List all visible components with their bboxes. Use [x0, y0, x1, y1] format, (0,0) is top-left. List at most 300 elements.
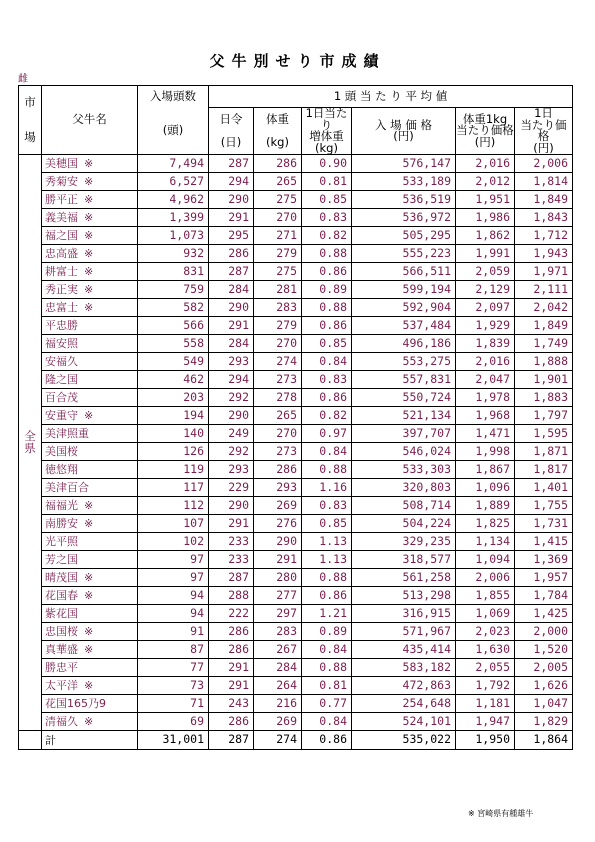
head-count-unit: (頭) [138, 108, 209, 155]
age-cell: 233 [209, 551, 254, 569]
per-day-price-cell: 1,369 [515, 551, 573, 569]
per-kg-price-cell: 2,023 [456, 623, 515, 641]
table-row [19, 425, 573, 443]
price-cell: 537,484 [352, 317, 456, 335]
average-group-header: 1 頭 当 た り 平 均 値 [209, 86, 573, 108]
head-count-cell: 582 [138, 299, 209, 317]
price-cell: 536,972 [352, 209, 456, 227]
per-day-price-cell: 2,042 [515, 299, 573, 317]
head-count-cell: 77 [138, 659, 209, 677]
price-cell: 496,186 [352, 335, 456, 353]
daily-gain-cell: 1.13 [302, 551, 352, 569]
age-cell: 291 [209, 515, 254, 533]
table-row [19, 263, 573, 281]
head-count-cell: 1,073 [138, 227, 209, 245]
footnote: ※ 宮崎県有種雄牛 [468, 809, 534, 818]
sire-name: 耕富士 [45, 265, 78, 278]
price-cell: 504,224 [352, 515, 456, 533]
sire-name: 福福光 [45, 499, 78, 512]
per-day-price-cell: 1,626 [515, 677, 573, 695]
weight-cell: 275 [254, 191, 302, 209]
per-day-price-cell: 1,755 [515, 497, 573, 515]
weight-cell: 283 [254, 299, 302, 317]
age-cell: 294 [209, 371, 254, 389]
head-count-cell: 7,494 [138, 155, 209, 173]
price-cell: 397,707 [352, 425, 456, 443]
price-cell: 550,724 [352, 389, 456, 407]
weight-cell: 277 [254, 587, 302, 605]
per-kg-price-cell: 1,867 [456, 461, 515, 479]
per-day-price-cell: 1,784 [515, 587, 573, 605]
per-day-price-cell: 1,595 [515, 425, 573, 443]
weight-cell: 286 [254, 155, 302, 173]
weight-cell: 278 [254, 389, 302, 407]
per-kg-price-cell: 1,094 [456, 551, 515, 569]
daily-gain-cell: 0.85 [302, 191, 352, 209]
sire-name-cell [42, 533, 138, 551]
per-kg-price-cell: 2,055 [456, 659, 515, 677]
table-row [19, 281, 573, 299]
sire-name: 忠高盛 [45, 247, 78, 260]
table-row [19, 479, 573, 497]
per-day-price-cell: 1,829 [515, 713, 573, 731]
per-day-price-cell: 2,005 [515, 659, 573, 677]
weight-cell: 270 [254, 425, 302, 443]
per-kg-price-cell: 1,929 [456, 317, 515, 335]
prefecture-sire-mark: ※ [84, 589, 94, 602]
per-day-price-cell: 1,425 [515, 605, 573, 623]
daily-gain-cell: 1.21 [302, 605, 352, 623]
sire-name: 忠富士 [45, 301, 78, 314]
per-kg-price-header: 体重1kg 当たり価格 (円) [456, 108, 515, 155]
price-cell: 583,182 [352, 659, 456, 677]
price-cell: 571,967 [352, 623, 456, 641]
sire-name-cell [42, 407, 138, 425]
price-cell: 472,863 [352, 677, 456, 695]
per-day-price-cell: 1,814 [515, 173, 573, 191]
price-cell: 316,915 [352, 605, 456, 623]
age-cell: 286 [209, 713, 254, 731]
table-row [19, 245, 573, 263]
sex-label: 雌 [18, 74, 28, 85]
sire-name: 平忠勝 [45, 319, 78, 332]
head-count-cell: 831 [138, 263, 209, 281]
per-kg-price-cell: 1,998 [456, 443, 515, 461]
head-count-cell: 462 [138, 371, 209, 389]
table-row [19, 551, 573, 569]
table-row [19, 515, 573, 533]
weight-cell: 275 [254, 263, 302, 281]
head-count-cell: 119 [138, 461, 209, 479]
age-header: 日令 (日) [209, 108, 254, 155]
table-row [19, 623, 573, 641]
price-cell: 521,134 [352, 407, 456, 425]
sire-name: 福安照 [45, 337, 78, 350]
per-kg-price-cell: 1,096 [456, 479, 515, 497]
daily-gain-cell: 0.81 [302, 677, 352, 695]
sire-name: 美穂国 [45, 157, 78, 170]
age-cell: 284 [209, 335, 254, 353]
weight-cell: 284 [254, 659, 302, 677]
sire-name-cell [42, 713, 138, 731]
table-row [19, 227, 573, 245]
head-count-cell: 87 [138, 641, 209, 659]
per-kg-price-cell: 1,947 [456, 713, 515, 731]
total-daily-gain: 0.86 [302, 731, 352, 750]
sire-name: 安重守 [45, 409, 78, 422]
age-cell: 295 [209, 227, 254, 245]
age-cell: 290 [209, 497, 254, 515]
age-cell: 293 [209, 353, 254, 371]
sire-name: 勝平正 [45, 193, 78, 206]
table-row [19, 353, 573, 371]
per-day-price-cell: 1,401 [515, 479, 573, 497]
per-day-price-cell: 2,000 [515, 623, 573, 641]
weight-cell: 297 [254, 605, 302, 623]
table-row [19, 335, 573, 353]
sire-name-cell [42, 605, 138, 623]
per-day-price-cell: 1,797 [515, 407, 573, 425]
sire-name: 秀正実 [45, 283, 78, 296]
sire-name-cell [42, 443, 138, 461]
sire-name-cell [42, 551, 138, 569]
total-age: 287 [209, 731, 254, 750]
head-count-cell: 140 [138, 425, 209, 443]
head-count-cell: 117 [138, 479, 209, 497]
per-kg-price-cell: 1,839 [456, 335, 515, 353]
sire-name: 花国165乃9 [45, 697, 106, 710]
age-cell: 288 [209, 587, 254, 605]
per-day-price-cell: 2,111 [515, 281, 573, 299]
table-row [19, 677, 573, 695]
per-kg-price-cell: 1,951 [456, 191, 515, 209]
per-kg-price-cell: 1,825 [456, 515, 515, 533]
table-row [19, 497, 573, 515]
per-kg-price-cell: 1,978 [456, 389, 515, 407]
sire-name: 百合茂 [45, 391, 78, 404]
sire-name: 隆之国 [45, 373, 78, 386]
sire-name: 清福久 [45, 715, 78, 728]
price-cell: 505,295 [352, 227, 456, 245]
per-day-price-cell: 2,006 [515, 155, 573, 173]
daily-gain-cell: 0.84 [302, 641, 352, 659]
head-count-cell: 4,962 [138, 191, 209, 209]
prefecture-sire-mark: ※ [84, 499, 94, 512]
head-count-cell: 558 [138, 335, 209, 353]
age-cell: 287 [209, 263, 254, 281]
weight-cell: 279 [254, 245, 302, 263]
head-count-cell: 97 [138, 551, 209, 569]
price-cell: 513,298 [352, 587, 456, 605]
age-cell: 286 [209, 623, 254, 641]
sire-name-cell [42, 371, 138, 389]
daily-gain-cell: 0.82 [302, 227, 352, 245]
prefecture-sire-mark: ※ [84, 211, 94, 224]
weight-cell: 273 [254, 443, 302, 461]
table-row [19, 605, 573, 623]
daily-gain-cell: 0.89 [302, 281, 352, 299]
head-count-cell: 73 [138, 677, 209, 695]
sire-name-cell [42, 335, 138, 353]
per-kg-price-cell: 1,134 [456, 533, 515, 551]
table-row [19, 713, 573, 731]
weight-cell: 293 [254, 479, 302, 497]
sire-name: 南勝安 [45, 517, 78, 530]
sire-name-cell [42, 173, 138, 191]
age-cell: 290 [209, 407, 254, 425]
table-row [19, 533, 573, 551]
sire-name-cell [42, 497, 138, 515]
price-cell: 561,258 [352, 569, 456, 587]
per-kg-price-cell: 2,016 [456, 353, 515, 371]
total-per-day-price: 1,864 [515, 731, 573, 750]
per-day-price-cell: 1,712 [515, 227, 573, 245]
table-row [19, 569, 573, 587]
per-kg-price-cell: 1,069 [456, 605, 515, 623]
daily-gain-cell: 0.84 [302, 443, 352, 461]
weight-cell: 267 [254, 641, 302, 659]
sire-name-cell [42, 245, 138, 263]
head-count-cell: 97 [138, 569, 209, 587]
daily-gain-cell: 0.85 [302, 515, 352, 533]
weight-header: 体重 (kg) [254, 108, 302, 155]
age-cell: 292 [209, 443, 254, 461]
age-cell: 287 [209, 155, 254, 173]
head-count-cell: 932 [138, 245, 209, 263]
per-day-price-cell: 1,901 [515, 371, 573, 389]
daily-gain-cell: 0.97 [302, 425, 352, 443]
age-cell: 291 [209, 677, 254, 695]
per-day-price-cell: 1,047 [515, 695, 573, 713]
prefecture-sire-mark: ※ [84, 229, 94, 242]
head-count-cell: 6,527 [138, 173, 209, 191]
head-count-cell: 94 [138, 605, 209, 623]
weight-cell: 216 [254, 695, 302, 713]
per-day-price-cell: 1,731 [515, 515, 573, 533]
age-cell: 291 [209, 209, 254, 227]
sire-name: 徳悠翔 [45, 463, 78, 476]
sire-name-cell [42, 587, 138, 605]
table-row [19, 641, 573, 659]
table-row [19, 587, 573, 605]
price-cell: 254,648 [352, 695, 456, 713]
head-count-cell: 1,399 [138, 209, 209, 227]
table-row [19, 461, 573, 479]
age-cell: 292 [209, 389, 254, 407]
per-kg-price-cell: 1,889 [456, 497, 515, 515]
sire-name-cell [42, 677, 138, 695]
table-row [19, 407, 573, 425]
per-day-price-cell: 1,849 [515, 191, 573, 209]
sire-name: 紫花国 [45, 607, 78, 620]
sire-name: 安福久 [45, 355, 78, 368]
weight-cell: 280 [254, 569, 302, 587]
sire-name-cell [42, 479, 138, 497]
table-row [19, 695, 573, 713]
price-cell: 435,414 [352, 641, 456, 659]
per-kg-price-cell: 2,047 [456, 371, 515, 389]
weight-cell: 264 [254, 677, 302, 695]
table-row [19, 371, 573, 389]
prefecture-sire-mark: ※ [84, 625, 94, 638]
weight-cell: 286 [254, 461, 302, 479]
daily-gain-cell: 0.89 [302, 623, 352, 641]
table-row [19, 389, 573, 407]
price-cell: 546,024 [352, 443, 456, 461]
head-count-cell: 94 [138, 587, 209, 605]
table-row [19, 209, 573, 227]
per-day-price-cell: 1,817 [515, 461, 573, 479]
sire-name-cell [42, 155, 138, 173]
head-count-cell: 203 [138, 389, 209, 407]
daily-gain-cell: 0.86 [302, 389, 352, 407]
age-cell: 233 [209, 533, 254, 551]
daily-gain-cell: 0.88 [302, 245, 352, 263]
prefecture-sire-mark: ※ [84, 175, 94, 188]
daily-gain-cell: 0.81 [302, 173, 352, 191]
daily-gain-cell: 1.13 [302, 533, 352, 551]
per-day-price-cell: 1,520 [515, 641, 573, 659]
weight-cell: 265 [254, 173, 302, 191]
prefecture-sire-mark: ※ [84, 643, 94, 656]
age-cell: 229 [209, 479, 254, 497]
price-cell: 533,189 [352, 173, 456, 191]
per-kg-price-cell: 1,630 [456, 641, 515, 659]
age-cell: 291 [209, 659, 254, 677]
weight-cell: 290 [254, 533, 302, 551]
sire-name-cell [42, 569, 138, 587]
age-cell: 249 [209, 425, 254, 443]
price-cell: 599,194 [352, 281, 456, 299]
head-count-cell: 112 [138, 497, 209, 515]
sire-name: 太平洋 [45, 679, 78, 692]
sire-name: 秀菊安 [45, 175, 78, 188]
daily-gain-cell: 0.88 [302, 659, 352, 677]
weight-cell: 274 [254, 353, 302, 371]
weight-cell: 270 [254, 209, 302, 227]
age-cell: 293 [209, 461, 254, 479]
total-market-cell [19, 731, 42, 750]
head-count-cell: 71 [138, 695, 209, 713]
per-day-price-cell: 1,849 [515, 317, 573, 335]
sire-name-cell [42, 461, 138, 479]
prefecture-sire-mark: ※ [84, 157, 94, 170]
per-day-price-cell: 1,871 [515, 443, 573, 461]
per-kg-price-cell: 2,129 [456, 281, 515, 299]
daily-gain-cell: 0.84 [302, 713, 352, 731]
weight-cell: 279 [254, 317, 302, 335]
per-kg-price-cell: 1,991 [456, 245, 515, 263]
sire-name: 光平照 [45, 535, 78, 548]
sire-name: 真華盛 [45, 643, 78, 656]
daily-gain-cell: 0.86 [302, 263, 352, 281]
age-cell: 284 [209, 281, 254, 299]
daily-gain-header: 1日当たり 増体重 (kg) [302, 108, 352, 155]
sire-name: 義美福 [45, 211, 78, 224]
sire-name: 晴茂国 [45, 571, 78, 584]
head-count-cell: 194 [138, 407, 209, 425]
prefecture-sire-mark: ※ [84, 301, 94, 314]
age-cell: 286 [209, 245, 254, 263]
per-day-price-cell: 1,843 [515, 209, 573, 227]
table-row [19, 317, 573, 335]
head-count-cell: 91 [138, 623, 209, 641]
daily-gain-cell: 0.88 [302, 299, 352, 317]
sire-name-cell [42, 659, 138, 677]
total-row [19, 731, 573, 750]
daily-gain-cell: 0.88 [302, 569, 352, 587]
prefecture-sire-mark: ※ [84, 679, 94, 692]
sire-name-cell [42, 299, 138, 317]
per-kg-price-cell: 1,986 [456, 209, 515, 227]
sire-name: 福之国 [45, 229, 78, 242]
weight-cell: 265 [254, 407, 302, 425]
sire-name-header: 父牛名 [42, 86, 138, 155]
daily-gain-cell: 0.82 [302, 407, 352, 425]
per-kg-price-cell: 1,855 [456, 587, 515, 605]
age-cell: 291 [209, 317, 254, 335]
sire-name-cell [42, 623, 138, 641]
per-kg-price-cell: 2,016 [456, 155, 515, 173]
per-kg-price-cell: 1,471 [456, 425, 515, 443]
sire-name: 勝忠平 [45, 661, 78, 674]
price-cell: 508,714 [352, 497, 456, 515]
per-kg-price-cell: 2,059 [456, 263, 515, 281]
table-row [19, 155, 573, 173]
weight-cell: 291 [254, 551, 302, 569]
prefecture-sire-mark: ※ [84, 409, 94, 422]
table-row [19, 191, 573, 209]
per-kg-price-cell: 2,012 [456, 173, 515, 191]
price-cell: 576,147 [352, 155, 456, 173]
age-cell: 243 [209, 695, 254, 713]
daily-gain-cell: 1.16 [302, 479, 352, 497]
price-cell: 320,803 [352, 479, 456, 497]
weight-cell: 283 [254, 623, 302, 641]
per-day-price-cell: 1,943 [515, 245, 573, 263]
per-kg-price-cell: 1,862 [456, 227, 515, 245]
age-cell: 222 [209, 605, 254, 623]
prefecture-sire-mark: ※ [84, 247, 94, 260]
price-cell: 557,831 [352, 371, 456, 389]
price-cell: 555,223 [352, 245, 456, 263]
prefecture-sire-mark: ※ [84, 283, 94, 296]
per-kg-price-cell: 2,006 [456, 569, 515, 587]
prefecture-sire-mark: ※ [84, 571, 94, 584]
daily-gain-cell: 0.90 [302, 155, 352, 173]
daily-gain-cell: 0.86 [302, 317, 352, 335]
market-header: 市 場 [19, 86, 42, 155]
per-day-price-cell: 1,749 [515, 335, 573, 353]
sire-name-cell [42, 227, 138, 245]
daily-gain-cell: 0.86 [302, 587, 352, 605]
table-row [19, 659, 573, 677]
sire-name: 美国桜 [45, 445, 78, 458]
price-cell: 566,511 [352, 263, 456, 281]
price-cell: 592,904 [352, 299, 456, 317]
head-count-cell: 102 [138, 533, 209, 551]
weight-cell: 271 [254, 227, 302, 245]
per-day-price-cell: 1,883 [515, 389, 573, 407]
daily-gain-cell: 0.83 [302, 497, 352, 515]
prefecture-sire-mark: ※ [84, 193, 94, 206]
sire-name-cell [42, 263, 138, 281]
per-kg-price-cell: 1,792 [456, 677, 515, 695]
daily-gain-cell: 0.77 [302, 695, 352, 713]
daily-gain-cell: 0.85 [302, 335, 352, 353]
region-cell: 全県 [19, 155, 42, 731]
price-cell: 533,303 [352, 461, 456, 479]
